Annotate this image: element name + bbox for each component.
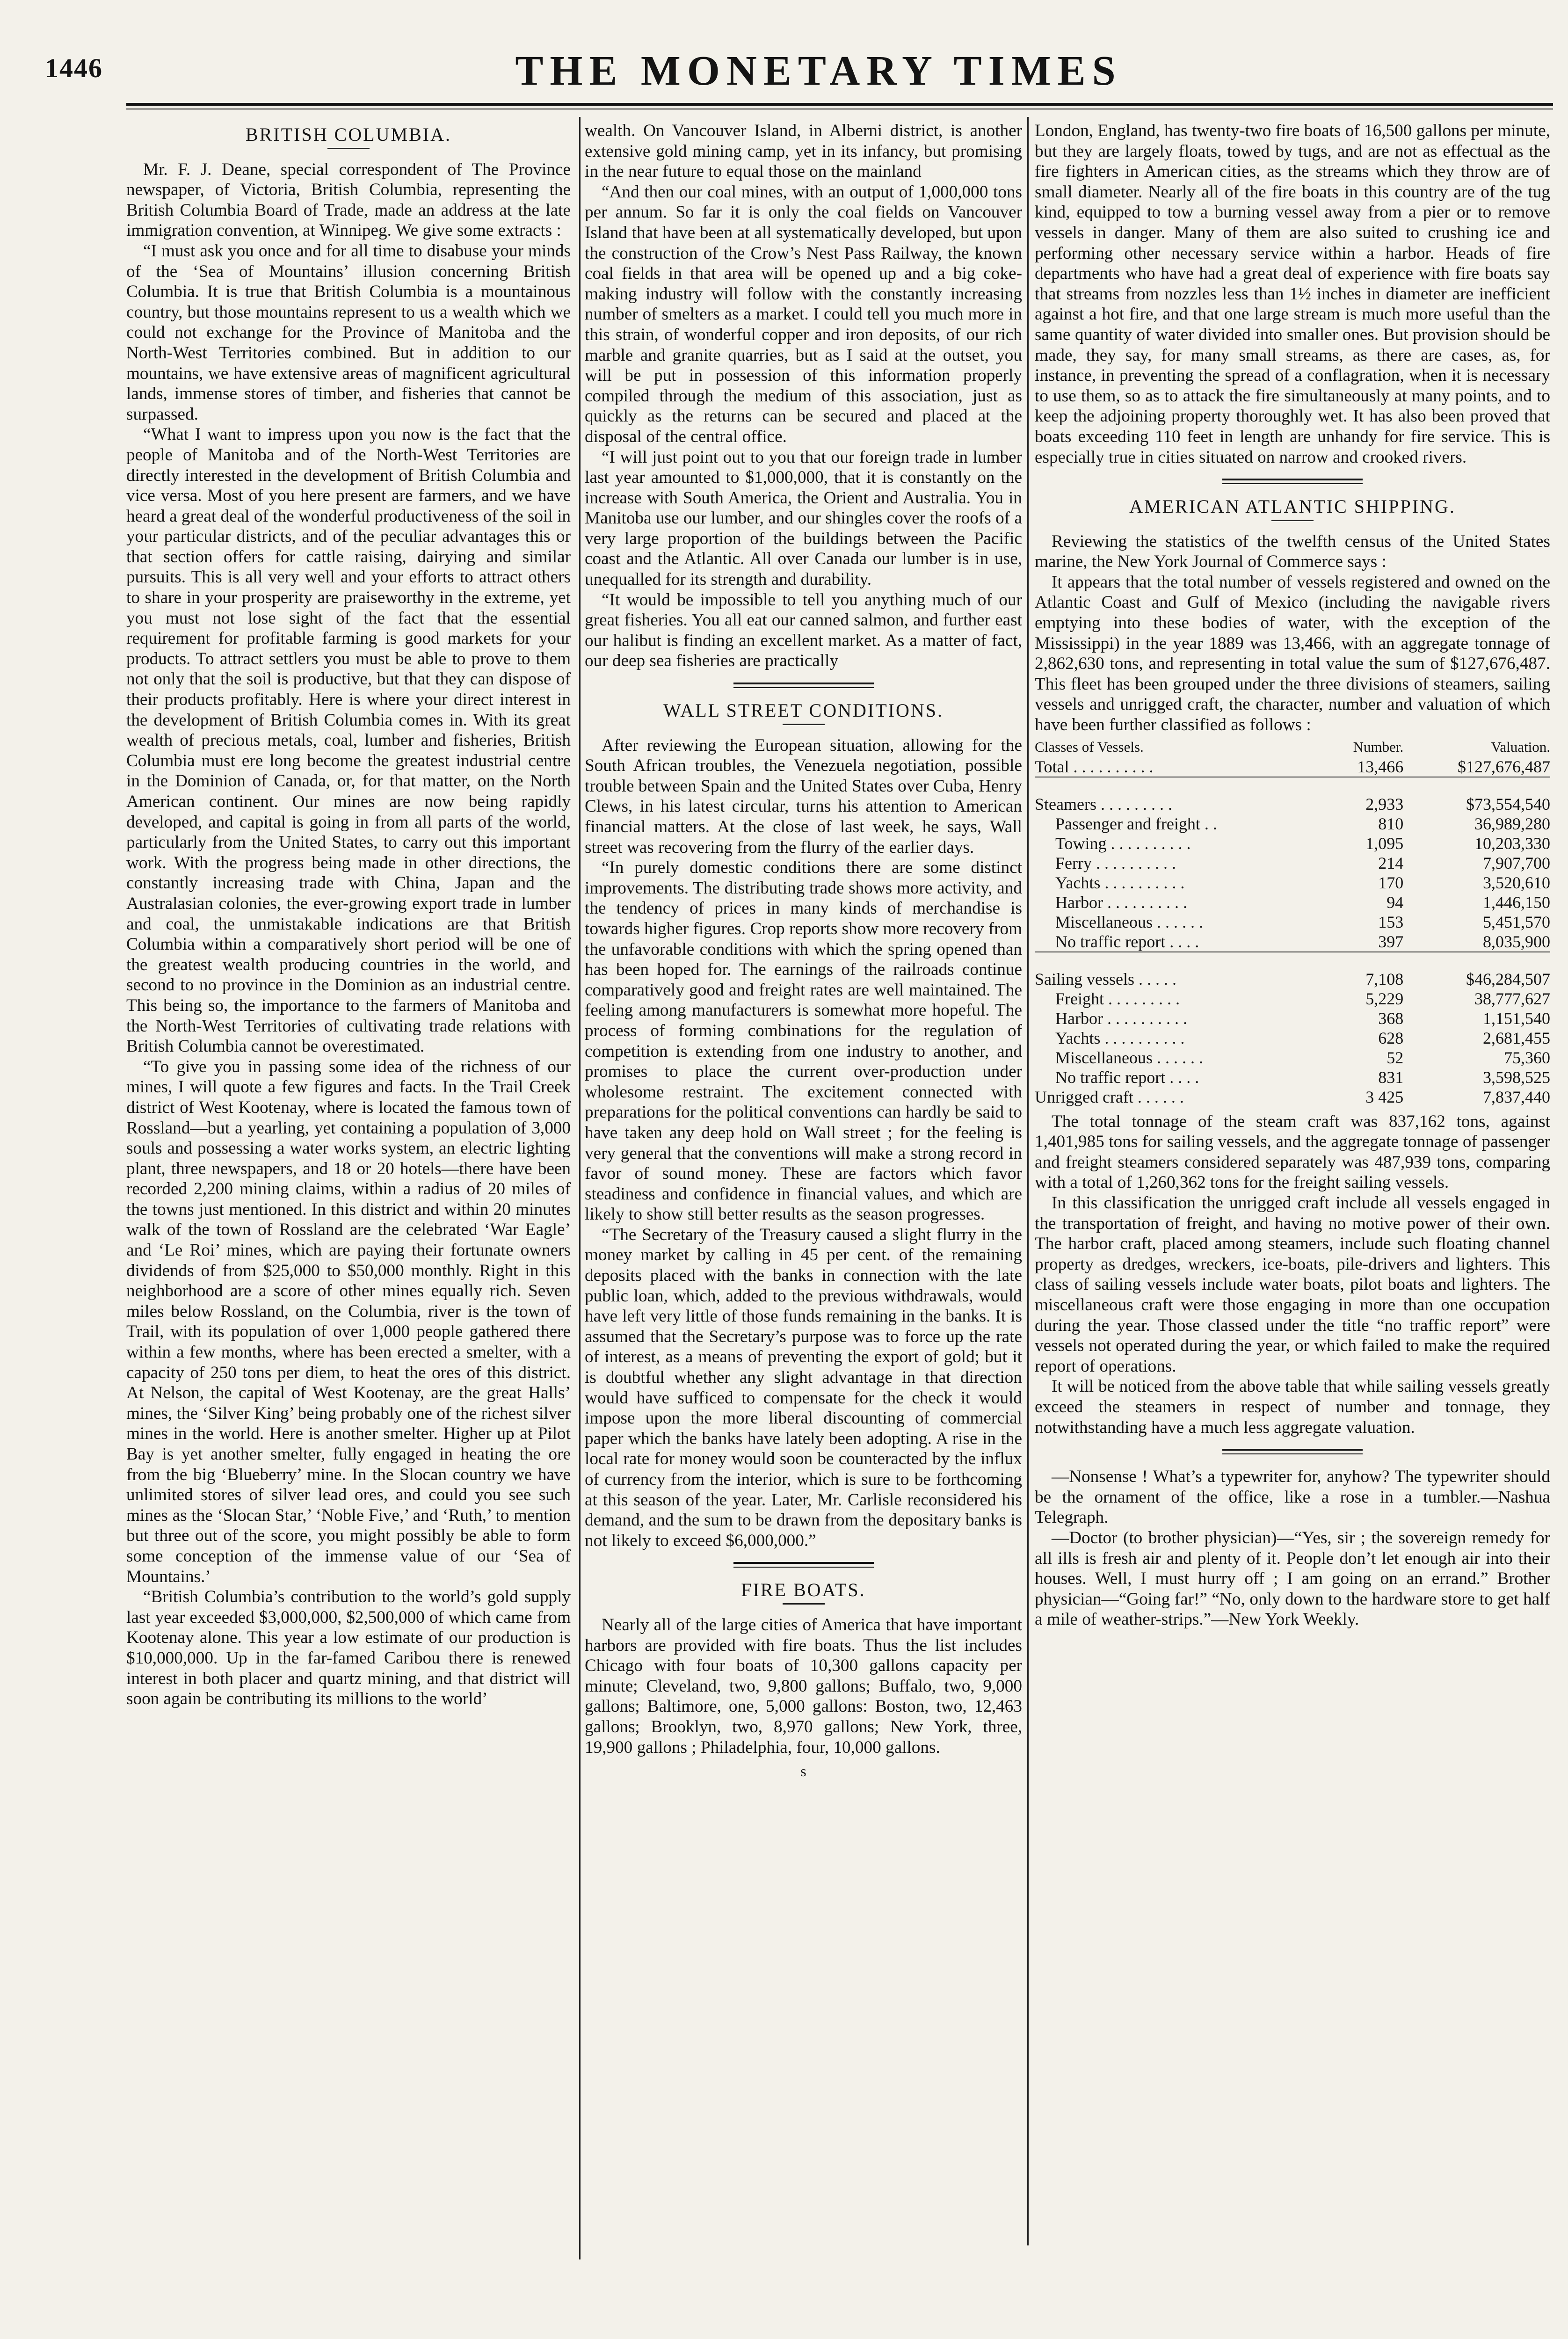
article-paragraph: “I must ask you once and for all time to disabuse your minds of the ‘Sea of Mountains’ illusion concerning British Columbia. It is true that British Columbia is a mountainous country, but those mountains represent to us a wealth which we could not exchange for the Province of Manitoba and the North-West Territories combined. But in addition to our mountains, we have extensive areas of magnificent agricultural lands, immense stores of timber, and fisheries that cannot be surpassed. (126, 241, 571, 424)
table-row (1035, 853, 1550, 873)
table-row (1035, 1068, 1550, 1087)
anecdote-paragraph: —Doctor (to brother physician)—“Yes, sir ; the sovereign remedy for all ills is fresh air and plenty of it. People don’t let enough air into their houses. Well, I must hurry off ; I am going on an errand.” Brother physician—“Going far!” “No, only down to the hardware store to get half a mile of weather-strips.”—New York Weekly. (1035, 1528, 1550, 1629)
masthead-title: THE MONETARY TIMES (515, 48, 1122, 94)
table-cell: Passenger and freight . . (1055, 814, 1217, 833)
section-separator (1035, 479, 1550, 484)
article-paragraph: “And then our coal mines, with an output of 1,000,000 tons per annum. So far it is only the coal fields on Vancouver Island that have been at all systematically developed, but upon the construction of the Crow’s Nest Pass Railway, the known coal fields in that area will be opened up and a big coke-making industry will follow with the constantly increasing number of smelters as a market. I could tell you much more in this strain, of wonderful copper and iron deposits, of our rich marble and granite quarries, but as I said at the outset, you will be put in possession of this information properly compiled through the medium of this association, just as quickly as the returns can be secured and placed at the disposal of the central office. (585, 182, 1022, 446)
table-row (1035, 893, 1550, 912)
table-cell: Harbor . . . . . . . . . . (1055, 1009, 1187, 1028)
table-header: Valuation. (1491, 738, 1550, 755)
anecdote-paragraph: —Nonsense ! What’s a typewriter for, anyhow? The typewriter should be the ornament of the office, like a rose in a tumbler.—Nashua Telegraph. (1035, 1467, 1550, 1527)
table-row (1035, 912, 1550, 932)
table-cell: Sailing vessels . . . . . (1035, 969, 1176, 988)
signature-mark: s (800, 1763, 806, 1780)
article-title-wall-street: WALL STREET CONDITIONS. (663, 700, 944, 721)
section-separator (1035, 1449, 1550, 1454)
table-cell: Yachts . . . . . . . . . . (1055, 1028, 1185, 1047)
table-cell: 7,907,700 (1483, 853, 1550, 872)
table-cell: $127,676,487 (1458, 757, 1550, 776)
table-cell: 3,520,610 (1483, 873, 1550, 892)
article-paragraph: It will be noticed from the above table that while sailing vessels greatly exceed the steamers in respect of number and tonnage, they notwithstanding have a much less aggregate valuation. (1035, 1377, 1550, 1437)
table-cell: $73,554,540 (1466, 794, 1550, 814)
article-paragraph: “British Columbia’s contribution to the world’s gold supply last year exceeded $3,000,000, $2,500,000 of which came from Kootenay alone. This year a low estimate of our production is $10,000,000. Up in the far-famed Caribou there is renewed interest in both placer and quartz mining, and that district will soon again be contributing its millions to the world’ (126, 1587, 571, 1709)
table-cell: Unrigged craft . . . . . . (1035, 1087, 1184, 1106)
table-cell: 10,203,330 (1474, 834, 1550, 853)
table-row (1035, 932, 1550, 952)
table-cell: 13,466 (1357, 757, 1404, 776)
table-cell: Ferry . . . . . . . . . . (1055, 853, 1176, 872)
table-cell: 368 (1378, 1009, 1404, 1028)
column-divider (1027, 117, 1029, 2245)
table-cell: 52 (1387, 1048, 1404, 1067)
column-middle (585, 121, 1022, 2301)
table-row (1035, 1009, 1550, 1028)
table-cell: Harbor . . . . . . . . . . (1055, 893, 1187, 912)
table-cell: 810 (1378, 814, 1404, 833)
article-paragraph: In this classification the unrigged craft include all vessels engaged in the transportation of freight, and having no motive power of their own. The harbor craft, placed among steamers, include such floating channel property as dredges, wreckers, ice-boats, pile-drivers and lighters. This class of sailing vessels include water boats, pilot boats and lighters. The miscellaneous craft were those engaging in more than one occupation during the year. Those classed under the title “no traffic report” were vessels not operated during the year, or which failed to make the required report of operations. (1035, 1193, 1550, 1376)
table-row (1035, 873, 1550, 893)
table-cell: 214 (1378, 853, 1404, 872)
article-paragraph: “The Secretary of the Treasury caused a slight flurry in the money market by calling in 45 per cent. of the remaining deposits placed with the banks in connection with the late public loan, which, added to the previous withdrawals, would have left very little of those funds remaining in the banks. It is assumed that the Secretary’s purpose was to force up the rate of interest, as a means of preventing the export of gold; but it is doubtful whether any slight advantage in that direction would have sufficed to compensate for the check it would impose upon the more liberal discounting of commercial paper which the banks have lately been adopting. A rise in the local rate for money would soon be counteracted by the influx of currency from the interior, which is sure to be forthcoming at this season of the year. Later, Mr. Carlisle reconsidered his demand, and the sum to be drawn from the depositary banks is not likely to exceed $6,000,000.” (585, 1225, 1022, 1550)
table-cell: Towing . . . . . . . . . . (1055, 834, 1191, 853)
table-cell: 5,229 (1365, 989, 1404, 1008)
table-cell: 94 (1387, 893, 1404, 912)
table-cell: 8,035,900 (1483, 932, 1550, 951)
table-row (1035, 834, 1550, 853)
article-paragraph: “In purely domestic conditions there are some distinct improvements. The distributing trade shows more activity, and the tendency of prices in many kinds of merchandise is towards higher figures. Crop reports show more recovery from the unfavorable conditions with which the spring opened than has been hoped for. The earnings of the railroads continue comparatively good and freight rates are well maintained. The feeling among manufacturers is somewhat more hopeful. The process of forming combinations for the regulation of competition is extending from one industry to another, and promises to place the current over-production under wholesome restraint. The excitement connected with preparations for the political conventions can hardly be said to have taken any deep hold on Wall street ; for the feeling is very general that the conventions will make a strong record in favor of sound money. These are factors which favor steadiness and confidence in financial values, and which are likely to show still better results as the season progresses. (585, 858, 1022, 1224)
section-separator (585, 1562, 1022, 1568)
article-paragraph: Nearly all of the large cities of America that have important harbors are provided with fire boats. Thus the list includes Chicago with four boats of 10,300 gallons capacity per minute; Cleveland, two, 9,800 gallons; Buffalo, two, 9,000 gallons; Baltimore, one, 5,000 gallons: Boston, two, 12,463 gallons; Brooklyn, two, 8,970 gallons; New York, three, 19,900 gallons ; Philadelphia, four, 10,000 gallons. (585, 1615, 1022, 1757)
table-cell: 38,777,627 (1474, 989, 1550, 1008)
table-cell: 1,446,150 (1483, 893, 1550, 912)
table-row (1035, 969, 1550, 989)
title-rule (327, 148, 370, 149)
article-paragraph: It appears that the total number of vessels registered and owned on the Atlantic Coast and Gulf of Mexico (including the navigable rivers emptying into these bodies of water, with the exception of the Mississippi) in the year 1889 was 13,466, with an aggregate tonnage of 2,862,630 tons, and representing in total value the sum of $127,676,487. This fleet has been grouped under the three divisions of steamers, sailing vessels and unrigged craft, the character, number and valuation of which have been further classified as follows : (1035, 572, 1550, 735)
table-cell: 36,989,280 (1474, 814, 1550, 833)
article-title-fire-boats: FIRE BOATS. (741, 1579, 866, 1601)
table-header: Number. (1353, 738, 1404, 755)
column-left (126, 121, 571, 2301)
section-separator (585, 683, 1022, 688)
article-paragraph: “What I want to impress upon you now is the fact that the people of Manitoba and of the North-West Territories are directly interested in the development of British Columbia and vice versa. Most of you here present are farmers, and we have heard a great deal of the wonderful productiveness of the soil in your particular districts, and of the peculiar advantages this or that section offers for cattle raising, dairying and similar pursuits. This is all very well and your efforts to attract others to share in your prosperity are praiseworthy in the extreme, yet you must not lose sight of the fact that the essential requirement for profitable farming is good markets for your products. To attract settlers you must be able to prove to them not only that the soil is productive, but that they can dispose of their products profitably. Here is where your direct interest in the development of British Columbia comes in. With its great wealth of precious metals, coal, lumber and fisheries, British Columbia must ere long become the greatest industrial centre in the Dominion of Canada, or, for that matter, on the North American continent. Our mines are now being rapidly developed, and capital is going in from all parts of the world, particularly from the United States, to carry out this important work. With the progress being made in other directions, the constantly increasing trade with China, Japan and the Australasian colonies, the ever-growing export trade in lumber and coal, the unmistakable indications are that British Columbia within a comparatively short period will be one of the greatest wealth producing countries in the world, and second to no province in the Dominion as an industrial centre. This being so, the importance to the farmers of Manitoba and the North-West Territories of cultivating trade relations with British Columbia cannot be overestimated. (126, 425, 571, 1056)
table-cell: No traffic report . . . . (1055, 932, 1199, 951)
table-cell: 153 (1378, 912, 1404, 931)
table-cell: 2,933 (1365, 794, 1404, 814)
table-cell: 170 (1378, 873, 1404, 892)
article-paragraph: Mr. F. J. Deane, special correspondent of The Province newspaper, of Victoria, British Columbia, representing the British Columbia Board of Trade, made an address at the late immigration convention, at Winnipeg. We give some extracts : (126, 160, 571, 240)
table-cell: No traffic report . . . . (1055, 1068, 1199, 1087)
table-row (1035, 1028, 1550, 1048)
table-row (1035, 794, 1550, 814)
article-paragraph: wealth. On Vancouver Island, in Alberni district, is another extensive gold mining camp, yet in its infancy, but promising in the near future to equal those on the mainland (585, 121, 1022, 182)
article-paragraph: “It would be impossible to tell you anything much of our great fisheries. You all eat our canned salmon, and further east our halibut is finding an excellent market. As a matter of fact, our deep sea fisheries are practically (585, 590, 1022, 671)
table-header-row (1035, 737, 1550, 757)
table-cell: 7,837,440 (1483, 1087, 1550, 1106)
column-divider (579, 117, 581, 2259)
article-paragraph: The total tonnage of the steam craft was 837,162 tons, against 1,401,985 tons for sailing vessels, and the aggregate tonnage of passenger and freight steamers considered separately was 487,939 tons, comparing with a total of 1,260,362 tons for the freight sailing vessels. (1035, 1111, 1550, 1192)
table-cell: 397 (1378, 932, 1404, 951)
table-row (1035, 989, 1550, 1009)
table-row (1035, 1048, 1550, 1068)
column-right (1035, 121, 1550, 2291)
table-cell: $46,284,507 (1466, 969, 1550, 988)
table-cell: 3,598,525 (1483, 1068, 1550, 1087)
table-cell: 1,095 (1365, 834, 1404, 853)
table-row (1035, 757, 1550, 777)
title-rule (1271, 520, 1314, 521)
table-cell: 628 (1378, 1028, 1404, 1047)
title-rule (783, 1603, 825, 1605)
table-cell: 7,108 (1365, 969, 1404, 988)
table-cell: Yachts . . . . . . . . . . (1055, 873, 1185, 892)
article-title-british-columbia: BRITISH COLUMBIA. (246, 124, 451, 145)
header-rule (126, 103, 1553, 106)
table-cell: 75,360 (1504, 1048, 1550, 1067)
table-cell: 1,151,540 (1483, 1009, 1550, 1028)
article-paragraph: After reviewing the European situation, allowing for the South African troubles, the Venezuela negotiation, possible trouble between Spain and the United States over Cuba, Henry Clews, in his latest circular, turns his attention to American financial matters. At the close of last week, he says, Wall street was recovering from the flurry of the earlier days. (585, 735, 1022, 857)
table-cell: Miscellaneous . . . . . . (1055, 1048, 1203, 1067)
table-cell: Steamers . . . . . . . . . (1035, 794, 1172, 814)
article-paragraph: London, England, has twenty-two fire boats of 16,500 gallons per minute, but they are largely floats, towed by tugs, and are not as effectual as the fire fighters in American cities, as the streams which they throw are of small diameter. Nearly all of the fire boats in this country are of the tug kind, equipped to tow a burning vessel away from a pier or to remove vessels in danger. Many of them are also suited to crushing ice and performing other necessary service within a harbor. Heads of fire departments who have had a great deal of experience with fire boats say that streams from nozzles less than 1½ inches in diameter are inefficient against a hot fire, and that one large stream is much more useful than the same quantity of water divided into smaller ones. But provision should be made, they say, for many small streams, as there are cases, as, for instance, in preventing the spread of a conflagration, when it is necessary to use them, so as to attack the fire simultaneously at many points, and to keep the adjoining property thoroughly wet. It has also been proved that boats exceeding 110 feet in length are unhandy for fire service. This is especially true in cities situated on narrow and crooked rivers. (1035, 121, 1550, 467)
table-cell: Freight . . . . . . . . . (1055, 989, 1180, 1008)
article-paragraph: “I will just point out to you that our foreign trade in lumber last year amounted to $1,000,000, that it is constantly on the increase with South America, the Orient and Australia. You in Manitoba use our lumber, and our shingles cover the roofs of a very large proportion of the buildings between the Pacific coast and the Atlantic. All over Canada our lumber is in use, unequalled for its strength and durability. (585, 447, 1022, 589)
table-cell: 5,451,570 (1483, 912, 1550, 931)
article-paragraph: Reviewing the statistics of the twelfth census of the United States marine, the New York Journal of Commerce says : (1035, 531, 1550, 572)
article-paragraph: “To give you in passing some idea of the richness of our mines, I will quote a few figures and facts. In the Trail Creek district of West Kootenay, where is located the famous town of Rossland—but a yearling, yet containing a population of 3,000 souls and possessing a water works system, an electric lighting plant, three newspapers, and 18 or 20 hotels—there have been recorded 2,200 mining claims, within a radius of 20 miles of the towns just mentioned. In this district and within 20 minutes walk of the town of Rossland are the celebrated ‘War Eagle’ and ‘Le Roi’ mines, which are paying their fortunate owners dividends of from $25,000 to $50,000 monthly. Right in this neighborhood are a score of other mines equally rich. Seven miles below Rossland, on the Columbia, river is the town of Trail, with its population of over 1,000 people gathered there within a few months, where has been erected a smelter, with a capacity of 250 tons per diem, to heat the ores of this district. At Nelson, the capital of West Kootenay, are the great Halls’ mines, the ‘Silver King’ being probably one of the richest silver mines in the world. Here is another smelter. Higher up at Pilot Bay is yet another smelter, fully engaged in heating the ore from the big ‘Blueberry’ mine. In the Slocan country we have unlimited stores of silver lead ores, and could you see such mines as the ‘Slocan Star,’ ‘Noble Five,’ and ‘Ruth,’ to mention but three out of the score, you might possibly be able to form some conception of the immense value of our ‘Sea of Mountains.’ (126, 1057, 571, 1586)
table-row (1035, 814, 1550, 834)
title-rule (783, 724, 825, 725)
page-number: 1446 (45, 53, 103, 83)
table-cell: 3 425 (1365, 1087, 1404, 1106)
article-title-atlantic-shipping: AMERICAN ATLANTIC SHIPPING. (1129, 496, 1456, 517)
table-divider (1035, 777, 1550, 794)
table-cell: Total . . . . . . . . . . (1035, 757, 1154, 776)
table-cell: Miscellaneous . . . . . . (1055, 912, 1203, 931)
table-divider (1035, 952, 1550, 969)
table-row (1035, 1087, 1550, 1107)
table-cell: 2,681,455 (1483, 1028, 1550, 1047)
vessel-statistics-table (1035, 737, 1550, 1107)
table-cell: 831 (1378, 1068, 1404, 1087)
table-header: Classes of Vessels. (1035, 738, 1144, 755)
